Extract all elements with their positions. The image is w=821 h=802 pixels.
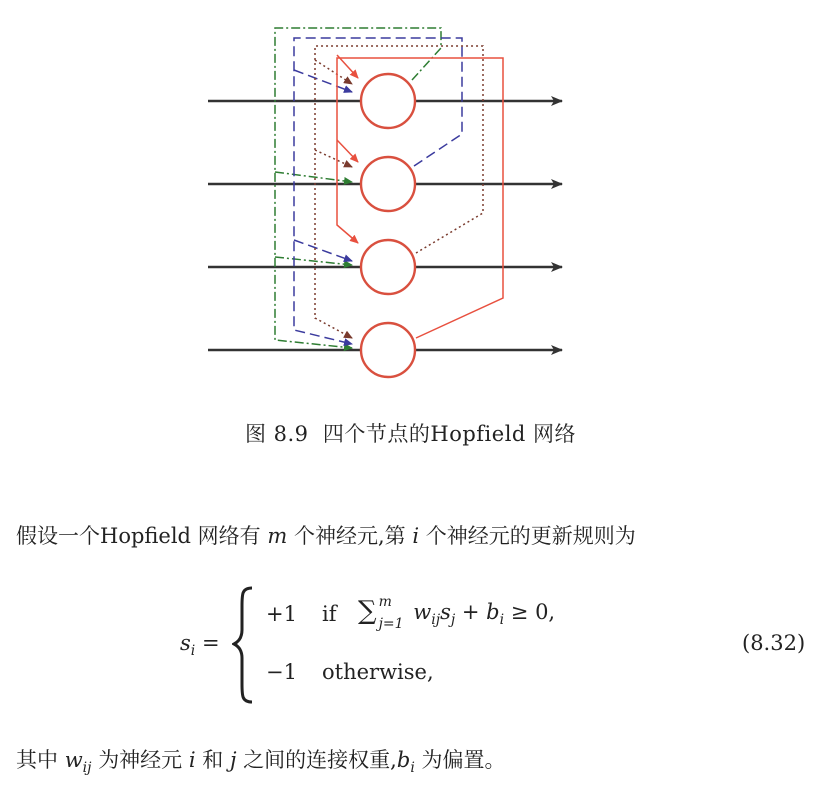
var-i: i <box>412 524 420 548</box>
eq-lhs: $s_i$ = <box>180 631 220 660</box>
nodes <box>361 74 415 377</box>
figure-caption-label: 图 8.9 <box>244 422 309 446</box>
outro-text-2: 为神经元 <box>98 748 183 772</box>
var-w-sub: ij <box>82 760 92 777</box>
outro-text-1: 其中 <box>16 748 58 772</box>
equation-number: (8.32) <box>742 631 806 655</box>
feedback-green <box>275 28 441 348</box>
var-b: b <box>396 748 411 772</box>
intro-text-3: 个神经元的更新规则为 <box>425 524 636 548</box>
intro-text-1: 假设一个Hopfield 网络有 <box>16 524 261 548</box>
case2-text: otherwise, <box>322 660 434 684</box>
node-1 <box>361 74 415 128</box>
intro-paragraph <box>16 520 636 550</box>
outro-text-5: 为偏置。 <box>421 748 506 772</box>
left-brace <box>232 580 256 710</box>
node-3 <box>361 240 415 294</box>
var-w: w <box>64 748 83 772</box>
var-i: i <box>188 748 196 772</box>
io-lines <box>208 101 562 350</box>
node-4 <box>361 323 415 377</box>
case1-value: +1 <box>266 602 297 626</box>
var-m: m <box>267 524 288 548</box>
outro-text-4: 之间的连接权重, <box>243 748 397 772</box>
var-j: j <box>229 748 237 772</box>
node-2 <box>361 157 415 211</box>
figure-caption-text: 四个节点的Hopfield 网络 <box>322 422 577 446</box>
case2-value: −1 <box>266 660 297 684</box>
case1-if: if <box>322 602 337 626</box>
figure-caption <box>0 418 821 448</box>
outro-text-3: 和 <box>202 748 224 772</box>
outro-paragraph <box>16 744 505 776</box>
var-b-sub: i <box>410 760 415 777</box>
intro-text-2: 个神经元,第 <box>293 524 406 548</box>
equation-8-32 <box>0 580 821 710</box>
case1-condition: ∑ m j=1 $w_{ij}s_j + b_i \ge 0$, <box>358 594 556 632</box>
hopfield-network-figure <box>0 0 821 400</box>
